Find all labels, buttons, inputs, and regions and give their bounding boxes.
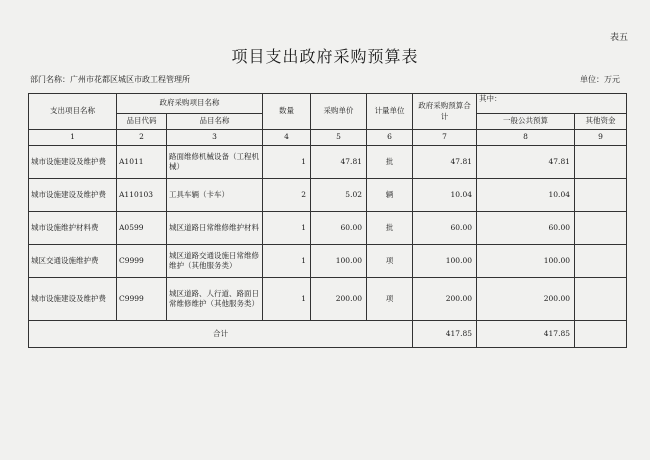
- cell-measure-unit: 项: [367, 278, 413, 321]
- index-cell: 7: [413, 130, 477, 146]
- cell-quantity: 2: [263, 179, 311, 212]
- cell-budget-total: 100.00: [413, 245, 477, 278]
- col-public-budget: 一般公共预算: [477, 114, 575, 130]
- totals-public-budget: 417.85: [477, 321, 575, 348]
- cell-item-name: 城区道路、人行道、路面日常维修维护（其他服务类）: [167, 278, 263, 321]
- unit-label: 单位：万元: [580, 75, 620, 84]
- cell-project: 城市设施建设及维护费: [29, 146, 117, 179]
- cell-other-funds: [575, 245, 627, 278]
- cell-public-budget: 47.81: [477, 146, 575, 179]
- cell-unit-price: 60.00: [311, 212, 367, 245]
- table-row: [29, 179, 627, 212]
- cell-project: 城市设施建设及维护费: [29, 179, 117, 212]
- cell-public-budget: 10.04: [477, 179, 575, 212]
- cell-budget-total: 47.81: [413, 146, 477, 179]
- header-row-1: [29, 94, 627, 114]
- department-name: 部门名称：广州市花都区城区市政工程管理所: [30, 75, 190, 84]
- table-row: [29, 278, 627, 321]
- cell-quantity: 1: [263, 278, 311, 321]
- cell-measure-unit: 批: [367, 146, 413, 179]
- table-row: [29, 245, 627, 278]
- index-cell: 2: [117, 130, 167, 146]
- cell-public-budget: 60.00: [477, 212, 575, 245]
- cell-other-funds: [575, 212, 627, 245]
- cell-unit-price: 100.00: [311, 245, 367, 278]
- cell-project: 城市设施建设及维护费: [29, 278, 117, 321]
- cell-public-budget: 200.00: [477, 278, 575, 321]
- cell-code: A1011: [117, 146, 167, 179]
- cell-quantity: 1: [263, 212, 311, 245]
- totals-other-funds: [575, 321, 627, 348]
- cell-code: A110103: [117, 179, 167, 212]
- col-project-name: 支出项目名称: [29, 94, 117, 130]
- cell-unit-price: 5.02: [311, 179, 367, 212]
- page-title: 项目支出政府采购预算表: [231, 47, 419, 66]
- table-row: [29, 146, 627, 179]
- cell-other-funds: [575, 179, 627, 212]
- table-row: [29, 212, 627, 245]
- index-row: [29, 130, 627, 146]
- cell-measure-unit: 批: [367, 212, 413, 245]
- cell-quantity: 1: [263, 146, 311, 179]
- col-budget-total: 政府采购预算合计: [413, 94, 477, 130]
- procurement-budget-table: [28, 93, 627, 348]
- col-item-code: 品目代码: [117, 114, 167, 130]
- cell-item-name: 城区道路交通设施日常维修维护（其他服务类）: [167, 245, 263, 278]
- cell-other-funds: [575, 278, 627, 321]
- index-cell: 3: [167, 130, 263, 146]
- index-cell: 9: [575, 130, 627, 146]
- cell-quantity: 1: [263, 245, 311, 278]
- cell-item-name: 城区道路日常维修维护材料: [167, 212, 263, 245]
- cell-budget-total: 10.04: [413, 179, 477, 212]
- cell-other-funds: [575, 146, 627, 179]
- col-unit-price: 采购单价: [311, 94, 367, 130]
- index-cell: 6: [367, 130, 413, 146]
- table-number: 表五: [609, 33, 628, 43]
- cell-project: 城区交通设施维护费: [29, 245, 117, 278]
- cell-budget-total: 60.00: [413, 212, 477, 245]
- index-cell: 1: [29, 130, 117, 146]
- cell-project: 城市设施维护材料费: [29, 212, 117, 245]
- totals-row: [29, 321, 627, 348]
- totals-budget-total: 417.85: [413, 321, 477, 348]
- index-cell: 4: [263, 130, 311, 146]
- index-cell: 5: [311, 130, 367, 146]
- cell-unit-price: 47.81: [311, 146, 367, 179]
- cell-public-budget: 100.00: [477, 245, 575, 278]
- cell-measure-unit: 辆: [367, 179, 413, 212]
- col-item-name: 品目名称: [167, 114, 263, 130]
- col-quantity: 数量: [263, 94, 311, 130]
- cell-item-name: 路面维修机械设备（工程机械）: [167, 146, 263, 179]
- col-catalog-group: 政府采购项目名称: [117, 94, 263, 114]
- cell-item-name: 工具车辆（卡车）: [167, 179, 263, 212]
- col-other-funds: 其他资金: [575, 114, 627, 130]
- cell-code: C9999: [117, 245, 167, 278]
- cell-measure-unit: 项: [367, 245, 413, 278]
- cell-unit-price: 200.00: [311, 278, 367, 321]
- cell-code: A0599: [117, 212, 167, 245]
- cell-budget-total: 200.00: [413, 278, 477, 321]
- cell-code: C9999: [117, 278, 167, 321]
- index-cell: 8: [477, 130, 575, 146]
- totals-label: 合计: [29, 321, 413, 348]
- col-of-which: 其中：: [477, 94, 627, 114]
- col-measure-unit: 计量单位: [367, 94, 413, 130]
